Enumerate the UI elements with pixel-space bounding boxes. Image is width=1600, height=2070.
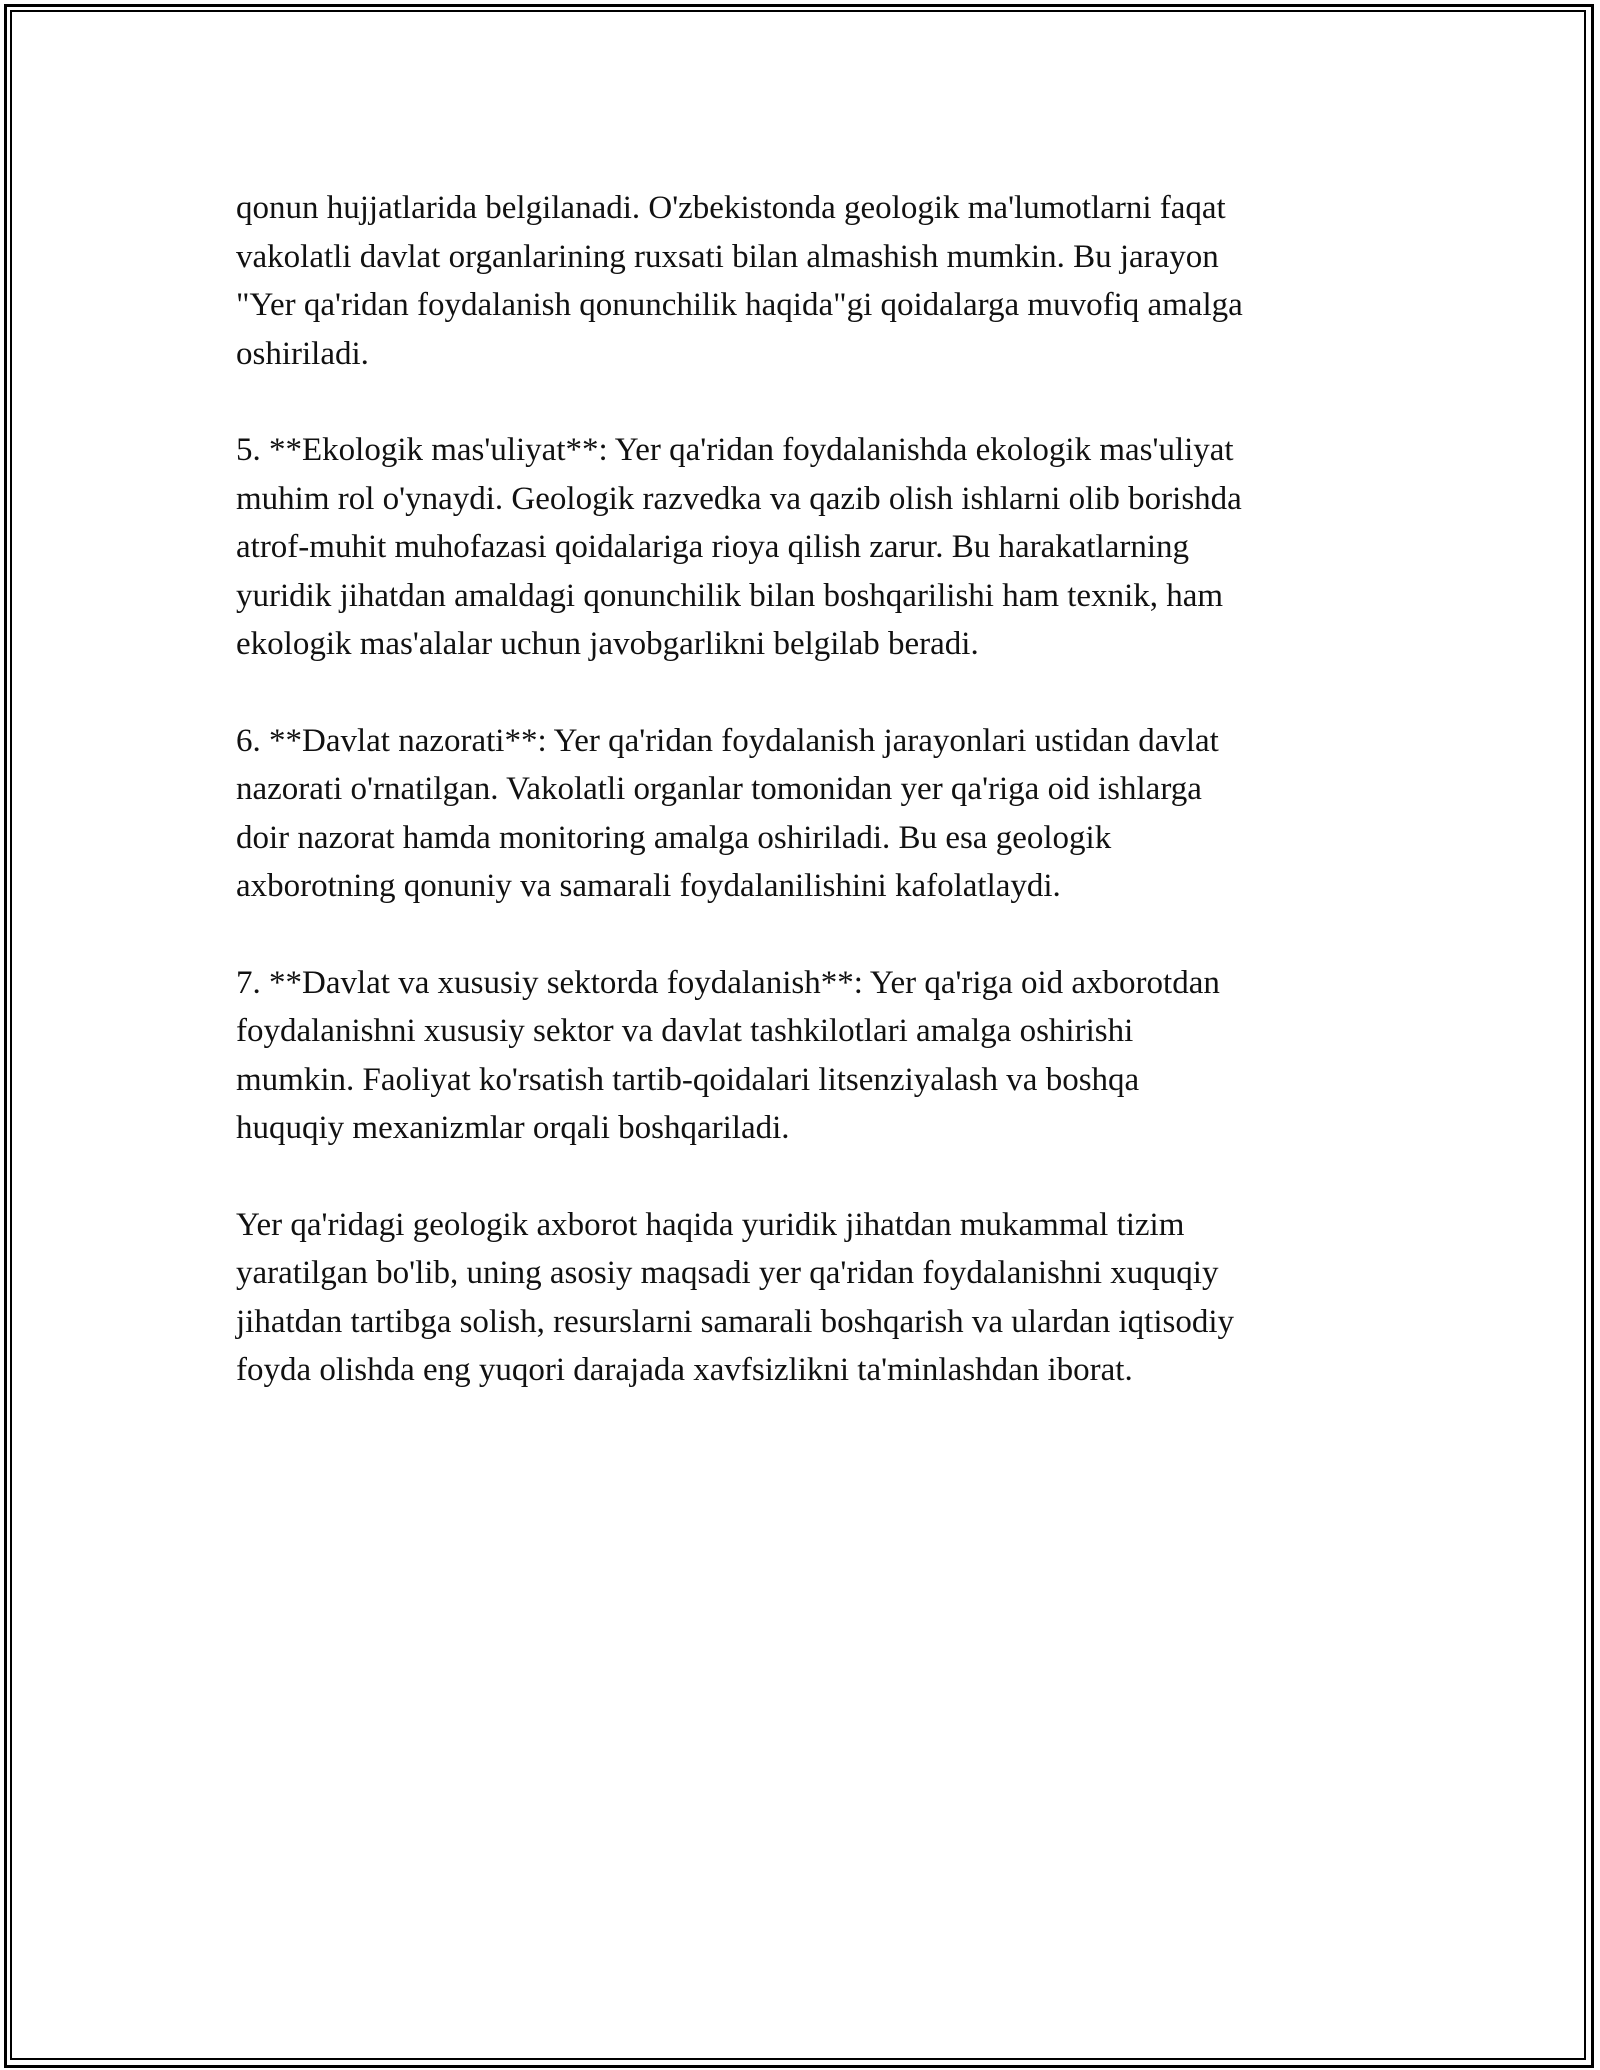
document-body [236, 184, 1386, 1443]
paragraph-continuation: qonun hujjatlarida belgilanadi. O'zbekistonda geologik ma'lumotlarni faqat vakolatli davlat organlarining ruxsati bilan almashish mumkin. Bu jarayon "Yer qa'ridan foydalanish qonunchilik haqida"gi qoidalarga muvofiq amalga oshiriladi. [236, 190, 1243, 372]
paragraph-item-7-state-and-private-sector: 7. **Davlat va xususiy sektorda foydalanish**: Yer qa'riga oid axborotdan foydalanishni xususiy sektor va davlat tashkilotlari amalga oshirishi mumkin. Faoliyat ko'rsatish tartib-qoidalari litsenziyalash va boshqa huquqiy mexanizmlar orqali boshqariladi. [236, 964, 1220, 1146]
paragraph-item-5-ecological-responsibility: 5. **Ekologik mas'uliyat**: Yer qa'ridan foydalanishda ekologik mas'uliyat muhim rol o'ynaydi. Geologik razvedka va qazib olish ishlarni olib borishda atrof-muhit muhofazasi qoidalariga rioya qilish zarur. Bu harakatlarning yuridik jihatdan amaldagi qonunchilik bilan boshqarilishi ham texnik, ham ekologik mas'alalar uchun javobgarlikni belgilab beradi. [236, 432, 1242, 662]
paragraph-item-6-state-control: 6. **Davlat nazorati**: Yer qa'ridan foydalanish jarayonlari ustidan davlat nazorati o'rnatilgan. Vakolatli organlar tomonidan yer qa'riga oid ishlarga doir nazorat hamda monitoring amalga oshiriladi. Bu esa geologik axborotning qonuniy va samarali foydalanilishini kafolatlaydi. [236, 722, 1219, 904]
paragraph-conclusion: Yer qa'ridagi geologik axborot haqida yuridik jihatdan mukammal tizim yaratilgan bo'lib, uning asosiy maqsadi yer qa'ridan foydalanishni xuquqiy jihatdan tartibga solish, resurslarni samarali boshqarish va ulardan iqtisodiy foyda olishda eng yuqori darajada xavfsizlikni ta'minlashdan iborat. [236, 1206, 1235, 1388]
